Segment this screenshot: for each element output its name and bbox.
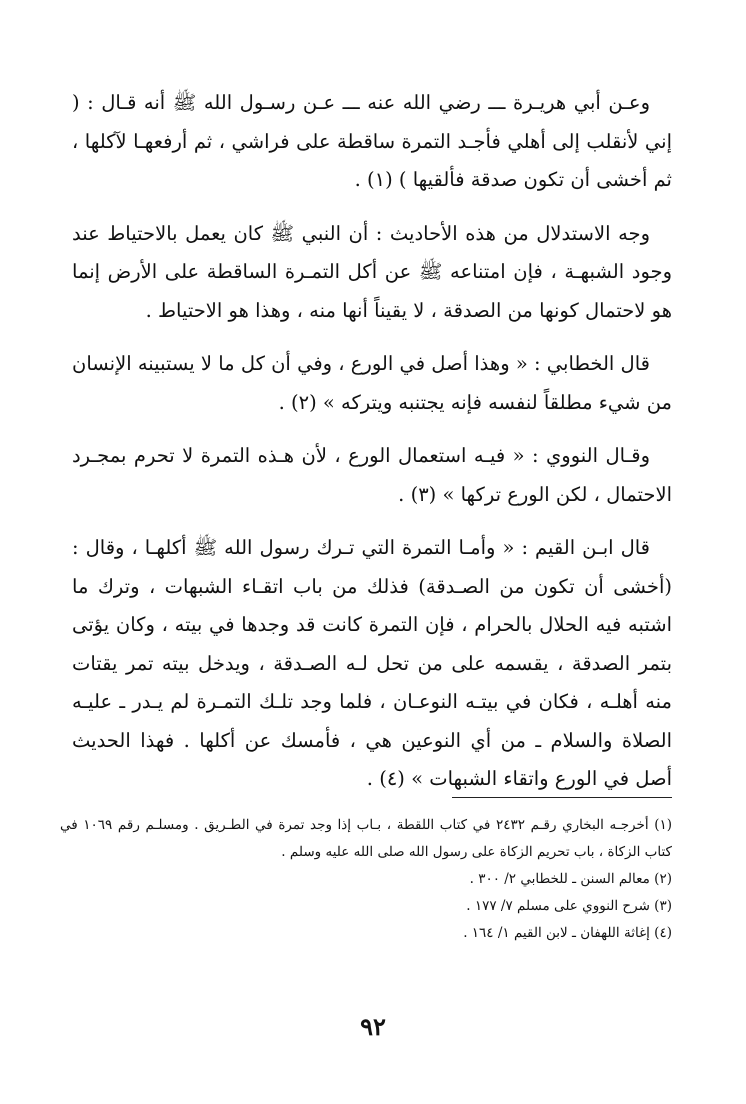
main-text (72, 84, 672, 814)
footnotes (60, 812, 672, 947)
page-number: ٩٢ (360, 1012, 386, 1041)
paragraph-khattabi: قال الخطابي : « وهذا أصل في الورع ، وفي أن كل ما لا يستبينه الإنسان من شيء مطلقاً لنفسه فإنه يجتنبه ويتركه » (٢) . (72, 352, 672, 414)
paragraph-hadith: وعـن أبي هريـرة ـــ رضي الله عنه ـــ عـن رسـول الله ﷺ أنه قـال : ( إني لأنقلب إلى أهلي فأجـد التمرة ساقطة على فراشي ، ثم أرفعهـا لآكلها ، ثم أخشى أن تكون صدقة فألقيها ) (١) . (72, 91, 672, 191)
paragraph-inference: وجه الاستدلال من هذه الأحاديث : أن النبي ﷺ كان يعمل بالاحتياط عند وجود الشبهـة ، فإن امتناعه ﷺ عن أكل التمـرة الساقطة على الأرض إنما هو لاحتمال كونها من الصدقة ، لا يقيناً أنها منه ، وهذا هو الاحتياط . (72, 221, 672, 322)
paragraph-ibn-qayyim: قال ابـن القيم : « وأمـا التمرة التي تـرك رسول الله ﷺ أكلهـا ، وقال : (أخشى أن تكون من الصـدقة) فذلك من باب اتقـاء الشبهات ، وترك ما اشتبه فيه الحلال بالحرام ، فإن التمرة كانت قد وجدها في بيته ، وكان يؤتى بتمر الصدقة ، يقسمه على من تحل لـه الصـدقة ، ويدخل بيته تمر يقتات منه أهلـه ، فكان في بيتـه النوعـان ، فلما وجد تلـك التمـرة لم يـدر ـ عليـه الصلاة والسلام ـ من أي النوعين هي ، فأمسك عن أكلها . فهذا الحديث أصل في الورع واتقاء الشبهات » (٤) . (72, 536, 673, 790)
footnote-2: (٢) معالم السنن ـ للخطابي ٢/ ٣٠٠ . (469, 871, 672, 887)
footnote-1: (١) أخرجـه البخاري رقـم ٢٤٣٢ في كتاب اللقطة ، بـاب إذا وجد تمرة في الطـريق . ومسلـم رقم ١٠٦٩ في كتاب الزكاة ، باب تحريم الزكاة على رسول الله صلى الله عليه وسلم . (60, 817, 673, 860)
footnote-separator (452, 797, 672, 798)
paragraph-nawawi: وقـال النووي : « فيـه استعمال الورع ، لأن هـذه التمرة لا تحرم بمجـرد الاحتمال ، لكن الورع تركها » (٣) . (72, 444, 672, 506)
footnote-3: (٣) شرح النووي على مسلم ٧/ ١٧٧ . (466, 898, 672, 914)
footnote-4: (٤) إغاثة اللهفان ـ لابن القيم ١/ ١٦٤ . (463, 925, 672, 941)
